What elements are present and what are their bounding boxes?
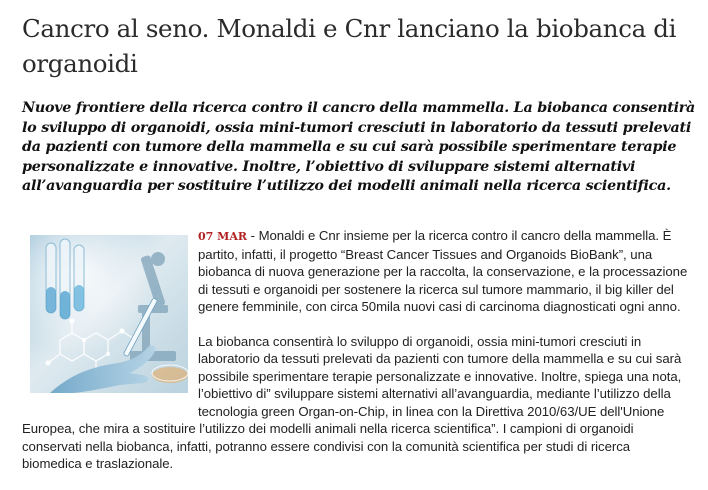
article-paragraph-2: La biobanca consentirà lo sviluppo di organoidi, ossia mini-tumori cresciuti in laboratorio da tessuti prelevati da pazienti con tumore della mammella e su cui sarà possibile sperimentare terapie personalizzate e innovative. Inoltre, spiega una nota, l’obiettivo di” sviluppare sistemi alternativi all’avanguardia, mediante l’utilizzo della tecnologia green Organ-on-Chip, in linea con la Direttiva 2010/63/UE dell'Unione Europea, che mira a sostituire l’utilizzo dei modelli animali nella ricerca scientifica”. I campioni di organoidi conservati nella biobanca, infatti, potranno essere condivisi con la comunità scientifica per studi di ricerca biomedica e traslazionale. [22,333,682,471]
article-lead: Nuove frontiere della ricerca contro il cancro della mammella. La biobanca consentirà lo sviluppo di organoidi, ossia mini-tumori cresciuti in laboratorio da tessuti prelevati da pazienti con tumore della mammella e su cui sarà possibile sperimentare terapie personalizzate e innovative. Inoltre, l’obiettivo di sviluppare sistemi alternativi all’avanguardia per sostituire l’utilizzo dei modelli animali nella ricerca scientifica. [22,100,696,194]
date-separator: - [247,228,259,243]
article-body [22,227,690,473]
article-date: 07 MAR [198,230,247,243]
paragraph-1-text: Monaldi e Cnr insieme per la ricerca contro il cancro della mammella. È partito, infatti, il progetto “Breast Cancer Tissues and Organoids BioBank”, una biobanca di nuova generazione per la raccolta, la conservazione, e la processazione di tessuti e organoidi per sostenere la ricerca sul tumore mammario, il big killer del genere femminile, con circa 50mila nuovi casi di carcinoma diagnosticati ogni anno. [198,228,688,314]
article-title: Cancro al seno. Monaldi e Cnr lanciano la biobanca di organoidi [22,14,677,78]
